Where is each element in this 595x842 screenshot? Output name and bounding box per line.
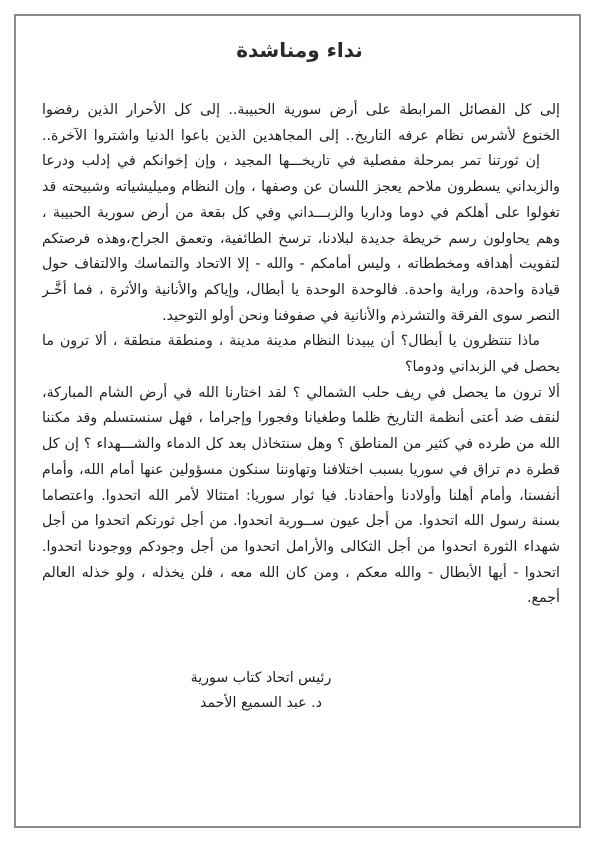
body-line: النصر سوى الفرقة والتشرذم والأنانية في صفوفنا ونحن أولو التوحيد. [162,307,560,324]
body-line: أنفسنا، وأمام أهلنا وأولادنا وأحفادنا. فيا ثوار سوريا: امتثالا لأمر الله اتحدوا. واعتصاما [42,487,560,504]
body-line: إلى كل الفصائل المرابطة على أرض سورية الحبيبة.. إلى كل الأحرار الذين رفضوا [42,102,560,118]
body-line: ألا ترون ما يحصل في ريف حلب الشمالي ؟ لقد اختارنا الله في أرض الشام المباركة، [42,384,560,401]
body-line: وهم يحاولون رسم خريطة جديدة لبلادنا، ترسخ الطائفية، وتعمق الجراح،وهذه فرصتكم [42,230,560,247]
page-frame [14,14,581,828]
body-line: قيادة واحدة، وراية واحدة. فالوحدة الوحدة يا أبطال، وإياكم والأنانية والأثرة ، فما أخَّـر [42,281,560,298]
body-line: الخنوع لأشرس نظام عرفه التاريخ.. إلى المجاهدين الذين باعوا الدنيا واشتروا الآخرة.. [42,127,560,144]
body-line: اتحدوا - أيها الأبطال - والله معكم ، ومن كان الله معه ، فلن يخذله ، ولو خذله العالم [42,564,560,581]
signature-name: د. عبد السميع الأحمد [200,695,322,711]
body-line: يحصل في الزبداني ودوما؟ [405,359,560,376]
body-line: ماذا تنتظرون يا أبطال؟ أن يبيدنا النظام مدينة مدينة ، ومنطقة منطقة ، ألا ترون ما [42,333,540,350]
document-body [42,98,560,612]
body-line: لنقف ضد أعتى أنظمة التاريخ ظلما وطغيانا وفجورا وإجراما ، فهل سنستسلم وقد مكننا [42,410,560,427]
body-line: لتفويت أهدافه ومخططاته ، وليس أمامكم - والله - إلا الاتحاد والتماسك والالتفاف حول [42,256,560,273]
signature-role: رئيس اتحاد كتاب سورية [190,670,332,686]
body-line: الله من طرده في كثير من المناطق ؟ وهل سنتخاذل بعد كل الدماء والشـــهداء ؟ إن كل [42,436,560,453]
body-line: تغولوا على أهلكم في دوما وداريا والزبـــداني وفي كل بقعة من أرض سورية الحبيبة ، [42,204,560,221]
body-line: شهداء الثورة اتحدوا من أجل الثكالى والأرامل اتحدوا من أجل وجودكم ووجودنا اتحدوا. [42,538,560,555]
body-line: إن ثورتنا تمر بمرحلة مفصلية في تاريخـــها المجيد ، وإن إخوانكم في إدلب ودرعا [42,153,540,170]
body-line: أجمع. [527,590,560,607]
signature-block [171,666,351,716]
body-line: قطرة دم تراق في سوريا بسبب اختلافنا وتهاوننا سنكون مسؤولين عنها أمام الله، وأمام [42,461,560,478]
document-title: نداء ومناشدة [236,38,363,62]
body-line: بسنة رسول الله اتحدوا. من أجل عيون ســورية اتحدوا. من أجل ثورتكم اتحدوا من أجل [42,513,560,530]
body-line: والزبداني يسطرون ملاحم يعجز اللسان عن وصفها ، وإن النظام وميليشياته وشبيحته قد [42,179,560,196]
